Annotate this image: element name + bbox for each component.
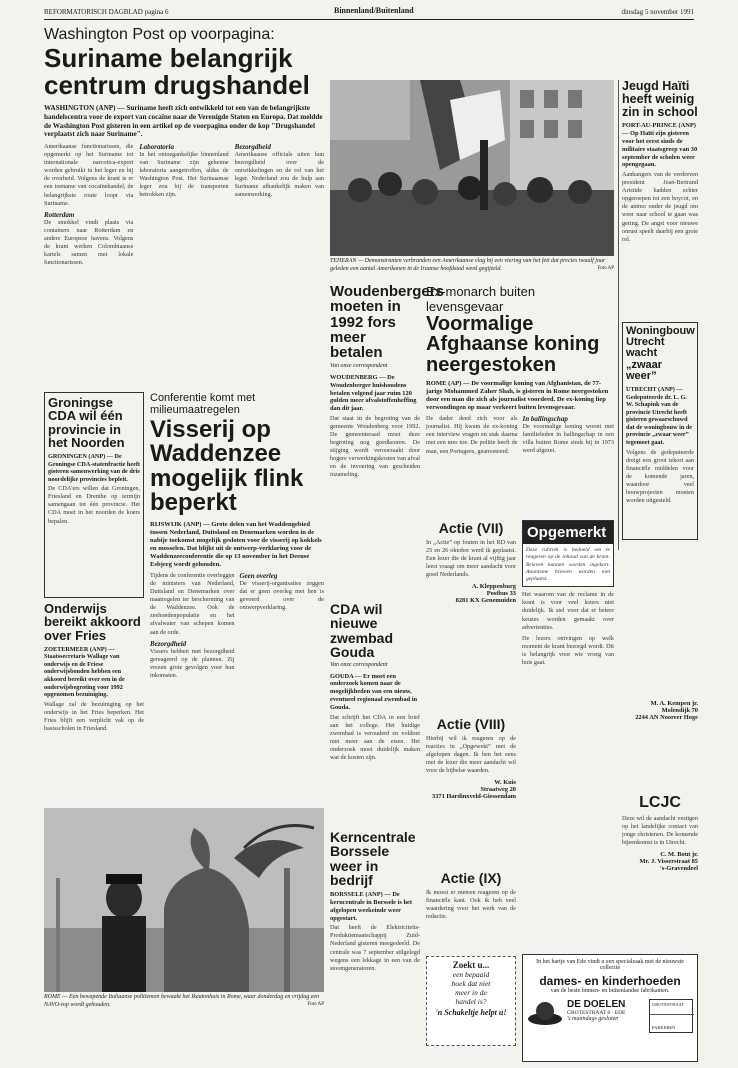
teheran-crowd-image bbox=[330, 80, 614, 256]
ad-dames-top: In het hartje van Ede vindt u een specialzaak met de nieuwste collectie bbox=[536, 959, 684, 971]
gouda-byline: Van onze correspondent bbox=[330, 662, 388, 669]
opgemerkt-intro: Deze rubriek is bedoeld om te reageren op de inhoud van de krant. Brieven kunnen worden ingekort. Anonieme brieven worden niet geplaatst. bbox=[526, 547, 610, 583]
kerncentrale-body: Dat heeft de Elektriciteits-Produktiemaatschappij Zuid-Nederland gisteren meegedeeld. De centrale was 7 september stilgelegd wegens een lekkage in een van de stoomgeneratoren. bbox=[330, 924, 420, 972]
actie8-body: Hierbij wil ik reageren op de reacties in „Opgewekt” met de afgelopen dagen. Ik ben het eens met de lezer die meer aandacht wil voor de bijbelse waarden. bbox=[426, 735, 516, 775]
ad-dames-hours: 's maandags gesloten bbox=[567, 1016, 619, 1022]
actie7-name: A. Kleppenburg bbox=[471, 583, 516, 591]
article-waddenzee bbox=[150, 392, 324, 802]
article-onderwijs-fries bbox=[44, 602, 144, 802]
woudenbergers-body: Dat staat in de begroting van de gemeente Woudenberg voor 1992. De gemeenteraad moet deze begroting nog goedkeuren. De stijging wordt veroorzaakt door hogere verwerkingskosten van afval en de invoering van gescheiden inzameling. bbox=[330, 415, 420, 479]
ad-dames-hoeden bbox=[522, 954, 698, 1062]
woudenbergers-lead: WOUDENBERG — De Woudenberger huishoudens betalen volgend jaar ruim 120 gulden meer afvalstoffenheffing dan dit jaar. bbox=[330, 373, 417, 413]
rome-caption: ROME — Een bewapende Italiaanse politieman bewaakt het Ikeatonhuis in Rome, waar donderdag en vrijdag een NAVO-top wordt gehouden. bbox=[44, 994, 320, 1008]
afghaanse-body-2: De voormalige koning woont met familieleden in ballingschap in een villa buiten Rome sinds hij in 1973 werd afgezet. bbox=[522, 423, 614, 455]
ad-map-label-1: GROTESTRAAT bbox=[652, 1002, 685, 1007]
photo-teheran bbox=[330, 80, 614, 256]
teheran-caption: TEHERAN — Demonstranten verbranden een Amerikaanse vlag bij een viering van het feit dat precies twaalf jaar geleden een aantal Amerikanen in de Iraanse hoofdstad werd gegijzeld. bbox=[330, 258, 606, 272]
ad-dames-map bbox=[649, 999, 693, 1033]
suriname-lead: WASHINGTON (ANP) — Suriname heeft zich ontwikkeld tot een van de belangrijkste handelscentra voor de export van cocaïne naar de Verenigde Staten en Europa. Dat meldde de Washington Post gisteren in een artikel op de voorpagina onder de kop "Drugshandel verplaatst zich naar Suriname". bbox=[44, 104, 323, 139]
gouda-body: Dat schrijft het CDA in een brief aan het college. Het huidige zwembad is verouderd en voldoet niet meer aan de eisen. Het onderzoek moet duidelijk maken wat de kosten zijn. bbox=[330, 713, 420, 761]
afghaanse-lead: ROME (AP) — De voormalige koning van Afghanistan, de 77-jarige Mohammed Zaher Shah, is gisteren in Rome neergestoken door een man die zich als journalist voordeed. De ex-koning liep verwondingen op maar verkeert buiten levensgevaar. bbox=[426, 380, 609, 412]
lcjc-body: Deze wil de aandacht vestigen op het landelijke contact van jonge christenen. De komende bijeenkomst is in Utrecht. bbox=[622, 815, 698, 847]
haiti-lead: PORT-AU-PRINCE (ANP) — Op Haïti zijn gisteren voor het eerst sinds de militaire staatsgreep van 30 september de scholen weer opengegaan. bbox=[622, 122, 698, 169]
ad-dames-sub: van de beste binnen- en buitenlandse fabrikanten. bbox=[550, 988, 670, 994]
letter-actie-9 bbox=[426, 870, 516, 950]
ad-zoekt-line-3: boek dat niet bbox=[451, 979, 491, 988]
paper-name: REFORMATORISCH DAGBLAD pagina 6 bbox=[44, 8, 169, 16]
opgemerkt-body: Het waarom van de reclame in de krant is voor veel lezers niet duidelijk. Ik stel voor dat er betere keuzes worden gemaakt over advertenties. bbox=[522, 591, 614, 631]
ad-map-label-2: PARKEREN bbox=[652, 1025, 676, 1030]
onderwijs-headline: Onderwijs bereikt akkoord over Fries bbox=[44, 601, 141, 643]
article-cda-gouda bbox=[330, 602, 420, 820]
haiti-headline: Jeugd Haïti heeft weinig zin in school bbox=[622, 79, 698, 119]
waddenzee-body: Tijdens de conferentie overleggen de ministers van Nederland, Duitsland en Denemarken over maatregelen ter bescherming van de Waddenzee. Ook de zeehondenpopulatie en het afvalwater van schepen komen aan de orde. bbox=[150, 572, 235, 636]
afghaanse-kicker: Ex-monarch buiten levensgevaar bbox=[426, 284, 536, 314]
suriname-body-4: Amerikaanse officials uiten hun bezorgdheid over de ontwikkelingen en de rol van het leger. Nederland zou de hulp aan Suriname afhankelijk maken van samenwerking. bbox=[234, 151, 324, 199]
article-afghaanse-koning bbox=[426, 284, 614, 516]
teheran-caption-block bbox=[330, 258, 614, 278]
groningse-lead: GRONINGEN (ANP) — De Groningse CDA-statenfractie heeft gisteren samenwerking van de drie noordelijke provincies bepleit. bbox=[48, 453, 141, 483]
article-jeugd-haiti bbox=[622, 80, 698, 316]
actie8-name: W. Kuis bbox=[494, 779, 516, 787]
ad-zoekt-line-5: handel is? bbox=[455, 997, 487, 1006]
woningbouw-lead: UTRECHT (ANP) — Gedeputeerde dr. L. G. W. Schapink van de provincie Utrecht heeft gisteren gewaarschuwd dat de woningbouw in de provincie „zwaar weer” tegemoet gaat. bbox=[626, 386, 693, 447]
column-letters-right bbox=[622, 550, 698, 790]
rome-guard-image bbox=[44, 808, 324, 992]
suriname-headline: Suriname belangrijk centrum drugshandel bbox=[44, 43, 310, 100]
woudenbergers-byline: Van onze correspondent bbox=[330, 363, 388, 370]
teheran-credit: Foto AP bbox=[597, 265, 614, 271]
lcjc-name: C. M. Bout jr. bbox=[660, 851, 698, 859]
photo-rome bbox=[44, 808, 324, 992]
suriname-body-3: In het ontoegankelijke binnenland van Suriname zijn geheime laboratoria aangetroffen, aldus de Washington Post. Het Surinaamse leger zou bij de transporten betrokken zijn. bbox=[139, 151, 229, 199]
article-suriname bbox=[44, 26, 324, 266]
waddenzee-body-3: De visserij-organisaties zeggen dat er geen overleg met hen is gevoerd over de ontwerpverklaring. bbox=[239, 580, 324, 612]
ad-dames-shop: DE DOELEN bbox=[567, 999, 626, 1010]
letter-lcjc bbox=[622, 794, 698, 934]
haiti-body: Aanhangers van de verdreven president Jean-Bertrand Aristide hadden echter opgeroepen tot een boycot, en de animo onder de jeugd om weer naar school te gaan was gering. De angst voor nieuwe onrust speelt daarbij een grote rol. bbox=[622, 171, 698, 243]
actie9-title: Actie (IX) bbox=[440, 870, 502, 886]
article-woudenbergers bbox=[330, 283, 444, 580]
waddenzee-lead: RIJSWIJK (ANP) — Grote delen van het Waddengebied tussen Nederland, Duitsland en Denemarken worden in de nabije toekomst mogelijk gesloten voor de visserij op kokkels en mosselen. Dat blijkt uit de ontwerp-verklaring voor de Waddenzeeconferentie die op 13 november in het Deense Esbjerg wordt gehouden. bbox=[150, 520, 322, 569]
opgemerkt-body-2: De lezers ontvingen op welk moment de krant bezorgd wordt. Dit is belangrijk voor wie vroeg van huis gaat. bbox=[522, 634, 614, 666]
actie7-title: Actie (VII) bbox=[438, 520, 504, 536]
suriname-sub-laboratoria: Laboratoria bbox=[139, 143, 174, 152]
opgemerkt-address: Molendijk 70 bbox=[661, 707, 698, 714]
ad-zoekt-line-4: meer in de bbox=[455, 988, 487, 997]
letter-actie-8 bbox=[426, 716, 516, 866]
kerncentrale-lead: BORSSELE (ANP) — De kerncentrale in Borssele is het afgelopen weekeinde weer opgestart. bbox=[330, 891, 412, 922]
onderwijs-lead: ZOETERMEER (ANP) — Staatssecretaris Wallage van onderwijs en de Friese onderwijsbonden hebben een akkoord bereikt over een in de onderwijsbegroting voor 1992 opgenomen bezuiniging. bbox=[44, 645, 125, 699]
lcjc-city: 's-Gravendeel bbox=[660, 865, 698, 873]
waddenzee-body-2: Vissers hebben met bezorgdheid gereageerd op de plannen. Zij vrezen grote gevolgen voor hun inkomsten. bbox=[150, 647, 235, 679]
woningbouw-body: Volgens de gedeputeerde dreigt een groot tekort aan financiële middelen voor de komende jaren, waardoor veel bouwprojecten moeten worden uitgesteld. bbox=[626, 448, 694, 504]
gouda-headline: CDA wil nieuwe zwembad Gouda bbox=[330, 601, 394, 660]
ad-dames-address: GROTESTRAAT 8 · EDE bbox=[567, 1010, 626, 1016]
actie7-body: In „Actie” op fouten in het RD van 25 en 26 oktober werd ik geplaatst. Een lezer die de krant al vijftig jaar leest vraagt om meer aandacht voor goed Nederlands. bbox=[426, 539, 516, 579]
waddenzee-headline: Visserij op Waddenzee mogelijk flink beperkt bbox=[150, 416, 304, 517]
kerncentrale-headline: Kerncentrale Borssele weer in bedrijf bbox=[330, 829, 416, 888]
article-groningse-cda bbox=[44, 392, 144, 598]
ad-map-street bbox=[650, 1014, 694, 1015]
waddenzee-kicker: Conferentie komt met milieumaatregelen bbox=[150, 392, 256, 416]
ad-zoekt-slogan: 'n Schakeltje helpt u! bbox=[435, 1008, 507, 1017]
section-title: Binnenland/Buitenland bbox=[334, 6, 414, 15]
lcjc-title: LCJC bbox=[639, 794, 681, 811]
suriname-sub-bezorgdheid: Bezorgdheid bbox=[234, 143, 271, 152]
groningse-body: De CDA'ers willen dat Groningen, Friesland en Drenthe op termijn samengaan tot één provincie. Het CDA moet in het noorden de koers bepalen. bbox=[48, 485, 140, 525]
suriname-sub-rotterdam: Rotterdam bbox=[44, 210, 75, 219]
opgemerkt-name: M. A. Kempen jr. bbox=[650, 700, 698, 707]
opgemerkt-title: Opgemerkt bbox=[523, 521, 613, 544]
suriname-kicker: Washington Post op voorpagina: bbox=[44, 26, 275, 43]
column-opgemerkt bbox=[522, 520, 614, 950]
rome-credit: Foto AP bbox=[307, 1001, 324, 1007]
article-kerncentrale bbox=[330, 830, 420, 1052]
opgemerkt-city: 2244 AN Nooreer Hoge bbox=[635, 714, 698, 721]
onderwijs-body: Wallage zal de bezuiniging op het onderwijs in het Fries beperken. Het Fries blijft een verplicht vak op de basisscholen in Friesland. bbox=[44, 700, 144, 732]
afghaanse-body: De dader deed zich voor als journalist. Hij kwam de ex-koning een interview vragen en stak daarna met een mes toe. De politie heeft de man, een Portugees, gearresteerd. bbox=[426, 415, 518, 455]
masthead-rule bbox=[44, 19, 694, 20]
lcjc-address: Mr. J. Visserstraat 85 bbox=[639, 858, 698, 866]
hat-icon bbox=[527, 999, 563, 1027]
ad-dames-title: dames- en kinderhoeden bbox=[539, 974, 681, 988]
issue-date: dinsdag 5 november 1991 bbox=[621, 8, 694, 16]
masthead bbox=[44, 6, 694, 18]
suriname-body-1: Amerikaanse functionarissen, die opgemerkt op het Suriname tot internationale narcotica-export worden gebruikt in het leger en bij de overheid. Volgens de krant is er een toename van cocaïnehandel, de belangrijkste route loopt via Suriname. bbox=[44, 143, 134, 207]
afghaanse-sub: In ballingschap bbox=[522, 415, 568, 424]
opgemerkt-box bbox=[522, 520, 614, 587]
woningbouw-headline: Woningbouw Utrecht wacht „zwaar weer” bbox=[626, 325, 695, 382]
ad-zoekt-line-2: een bepaald bbox=[452, 970, 490, 979]
groningse-headline: Groningse CDA wil één provincie in het Noorden bbox=[48, 395, 125, 450]
gouda-lead: GOUDA — Er moet een onderzoek komen naar de mogelijkheden van een nieuw, eventueel regionaal zwembad in Gouda. bbox=[330, 672, 418, 711]
ad-zoekt-u bbox=[426, 956, 516, 1046]
actie7-city: 8281 KX Genemuiden bbox=[455, 597, 516, 605]
letter-actie-7 bbox=[426, 520, 516, 712]
actie9-body: Ik moest er meteen reageren op de financiële kant. Ook ik heb veel waardering voor het werk van de redactie. bbox=[426, 889, 516, 921]
actie7-address: Postbus 33 bbox=[486, 590, 516, 598]
article-woningbouw bbox=[622, 322, 698, 540]
woudenbergers-headline: Woudenbergers moeten in 1992 fors meer betalen bbox=[330, 283, 444, 362]
waddenzee-sub-bezorgdheid: Bezorgdheid bbox=[150, 639, 187, 648]
actie8-title: Actie (VIII) bbox=[436, 716, 506, 732]
afghaanse-headline: Voormalige Afghaanse koning neergestoken bbox=[426, 313, 600, 376]
suriname-body-2: De smokkel vindt plaats via containers naar Rotterdam en andere Europese havens. Volgens de krant werken Colombiaanse kartels samen met lokale functionarissen. bbox=[44, 218, 134, 266]
column-rule-right bbox=[618, 80, 619, 550]
rome-caption-block bbox=[44, 994, 324, 1014]
actie8-address: Straatweg 20 bbox=[480, 786, 516, 794]
ad-zoekt-line-1: Zoekt u... bbox=[452, 960, 490, 970]
waddenzee-sub-overleg: Geen overleg bbox=[239, 572, 278, 581]
actie8-city: 3371 Hardinxveld-Giessendam bbox=[432, 793, 516, 801]
